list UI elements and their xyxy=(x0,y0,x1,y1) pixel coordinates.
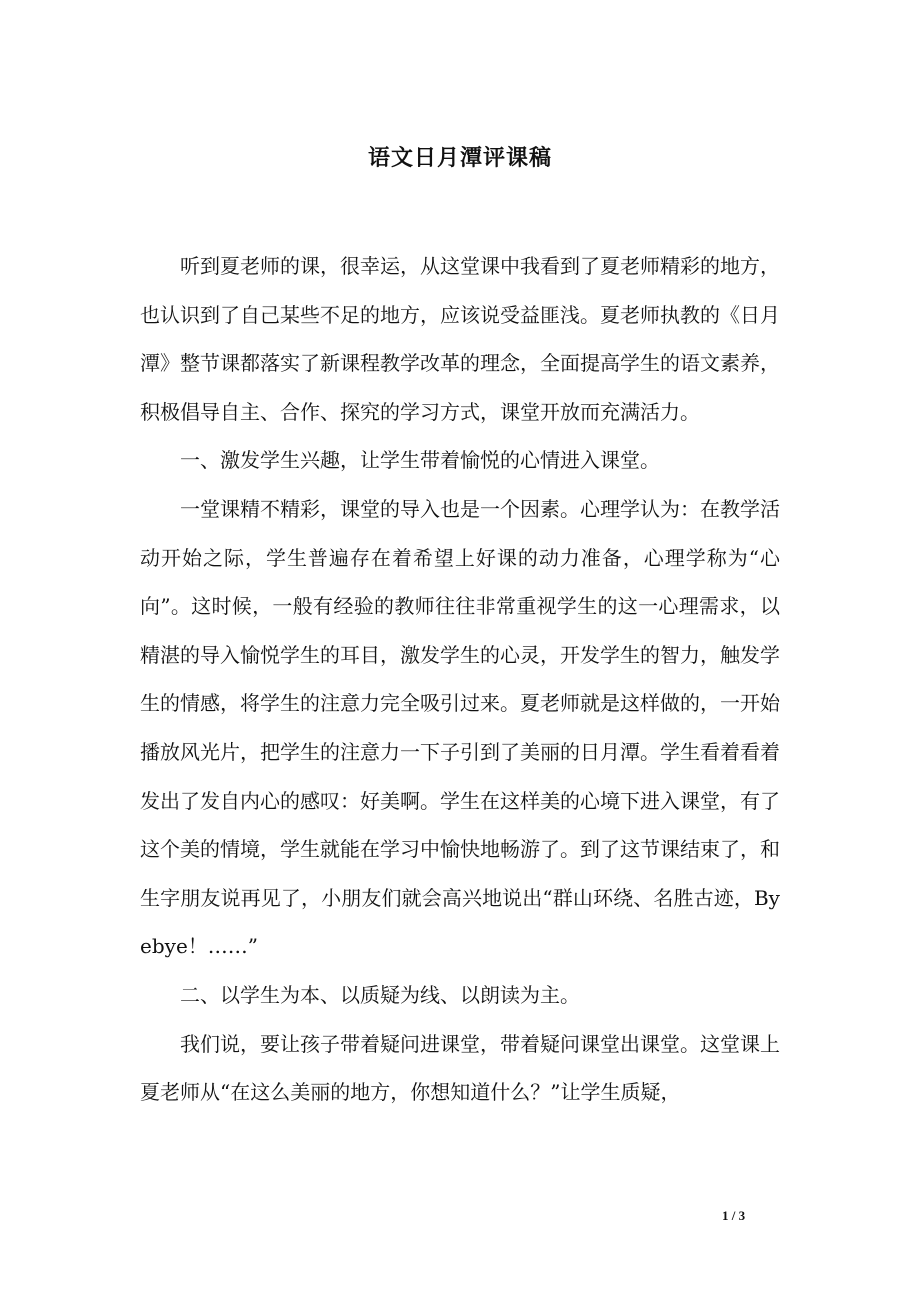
paragraph-section-1: 一堂课精不精彩，课堂的导入也是一个因素。心理学认为：在教学活动开始之际，学生普遍存在着希望上好课的动力准备，心理学称为“心向”。这时候，一般有经验的教师往往非常重视学生的这一心理需求，以精湛的导入愉悦学生的耳目，激发学生的心灵，开发学生的智力，触发学生的情感，将学生的注意力完全吸引过来。夏老师就是这样做的，一开始播放风光片，把学生的注意力一下子引到了美丽的日月潭。学生看着看着发出了发自内心的感叹：好美啊。学生在这样美的心境下进入课堂，有了这个美的情境，学生就能在学习中愉快地畅游了。到了这节课结束了，和生字朋友说再见了，小朋友们就会高兴地说出“群山环绕、名胜古迹，Byebye！……” xyxy=(140,496,780,959)
document-body xyxy=(140,242,780,1117)
paragraph-section-2: 我们说，要让孩子带着疑问进课堂，带着疑问课堂出课堂。这堂课上夏老师从“在这么美丽的地方，你想知道什么？”让学生质疑， xyxy=(140,1031,780,1105)
section-heading-2: 二、以学生为本、以质疑为线、以朗读为主。 xyxy=(180,982,580,1007)
section-heading-1: 一、激发学生兴趣，让学生带着愉悦的心情进入课堂。 xyxy=(180,448,660,473)
document-title: 语文日月潭评课稿 xyxy=(367,145,552,171)
paragraph-intro: 听到夏老师的课，很幸运，从这堂课中我看到了夏老师精彩的地方，也认识到了自己某些不足的地方，应该说受益匪浅。夏老师执教的《日月潭》整节课都落实了新课程教学改革的理念，全面提高学生的语文素养，积极倡导自主、合作、探究的学习方式，课堂开放而充满活力。 xyxy=(140,254,780,424)
page-number: 1 / 3 xyxy=(722,1208,746,1223)
